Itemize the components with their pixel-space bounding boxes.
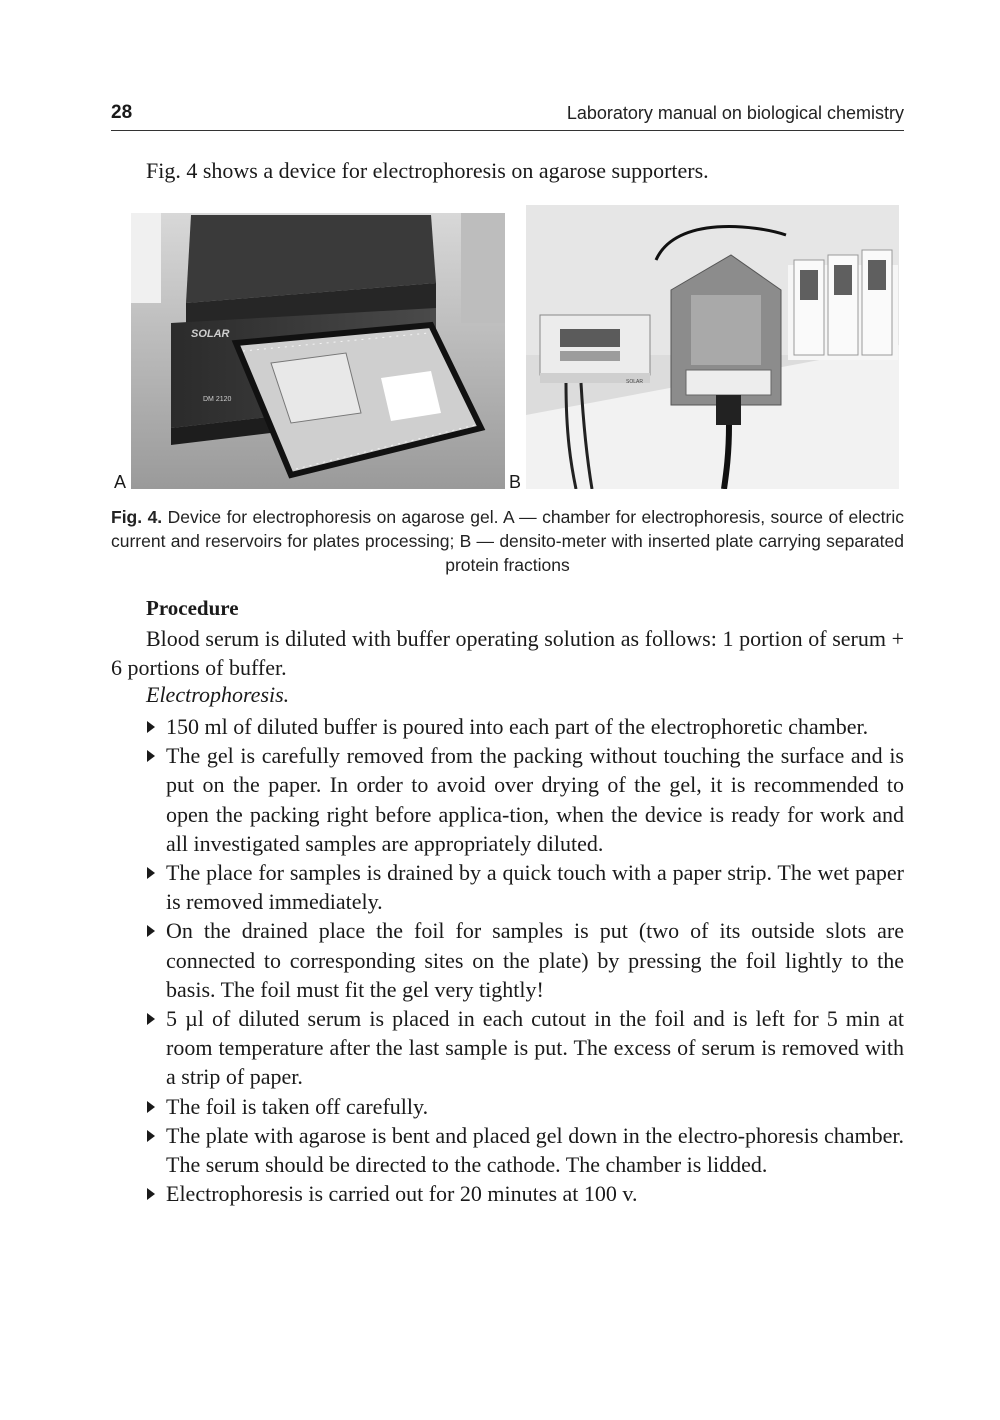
step-item: [146, 1179, 904, 1208]
step-text: The foil is taken off carefully.: [166, 1093, 429, 1119]
triangle-bullet-icon: [147, 867, 155, 879]
device-a-brand: SOLAR: [191, 328, 230, 340]
page-header: [111, 100, 904, 131]
procedure-heading: Procedure: [146, 596, 239, 620]
step-item: [146, 858, 904, 916]
caption-text: Device for electrophoresis on agarose gel. A — chamber for electrophoresis, source of electric current and reservoirs for plates processing; B — densito-meter with inserted plate carrying separated protein fractions: [111, 507, 904, 575]
step-text: 5 µl of diluted serum is placed in each cutout in the foil and is left for 5 min at room temperature after the last sample is put. The excess of serum is removed with a strip of paper.: [166, 1006, 904, 1090]
figure-caption: [111, 505, 904, 577]
triangle-bullet-icon: [147, 1101, 155, 1113]
photo-a-label: A: [114, 472, 127, 492]
triangle-bullet-icon: [147, 750, 155, 762]
triangle-bullet-icon: [147, 1130, 155, 1142]
step-item: [146, 1092, 904, 1121]
step-item: [146, 1004, 904, 1092]
triangle-bullet-icon: [147, 925, 155, 937]
caption-label: Fig. 4.: [111, 507, 163, 527]
step-item: [146, 741, 904, 858]
triangle-bullet-icon: [147, 1188, 155, 1200]
step-text: The plate with agarose is bent and placed gel down in the electro-phoresis chamber. The serum should be directed to the cathode. The chamber is lidded.: [166, 1122, 904, 1178]
step-item: [146, 916, 904, 1004]
photo-b-label: B: [509, 472, 522, 492]
device-a-model: DM 2120: [203, 396, 232, 403]
triangle-bullet-icon: [147, 721, 155, 733]
step-item: [146, 712, 904, 741]
step-text: The place for samples is drained by a quick touch with a paper strip. The wet paper is removed immediately.: [166, 860, 904, 915]
procedure-steps: [146, 712, 904, 1208]
chamber-illustration: [131, 213, 505, 489]
intro-sentence: Fig. 4 shows a device for electrophoresis on agarose supporters.: [146, 158, 709, 183]
step-text: The gel is carefully removed from the packing without touching the surface and is put on the paper. In order to avoid over drying of the gel, it is recommended to open the packing right before applica-tion, when the device is ready for work and all investigated samples are appropriately diluted.: [166, 743, 904, 856]
photo-densitometer: [526, 205, 899, 489]
step-item: [146, 1121, 904, 1179]
page-number: 28: [111, 102, 133, 123]
step-text: Electrophoresis is carried out for 20 minutes at 100 v.: [166, 1181, 638, 1207]
step-text: On the drained place the foil for samples is put (two of its outside slots are connected to corresponding sites on the plate) by pressing the foil lightly to the basis. The foil must fit the gel very tightly!: [166, 918, 904, 1002]
densitometer-illustration: [526, 205, 899, 489]
triangle-bullet-icon: [147, 1013, 155, 1025]
dilution-paragraph: Blood serum is diluted with buffer operating solution as follows: 1 portion of serum + 6 portions of buffer.: [111, 626, 904, 680]
photo-electrophoresis-chamber: [131, 213, 505, 489]
device-b-brand: SOLAR: [626, 379, 643, 385]
running-title: Laboratory manual on biological chemistry: [566, 103, 904, 123]
electrophoresis-subheading: Electrophoresis.: [146, 682, 290, 707]
step-text: 150 ml of diluted buffer is poured into each part of the electrophoretic chamber.: [166, 714, 869, 739]
